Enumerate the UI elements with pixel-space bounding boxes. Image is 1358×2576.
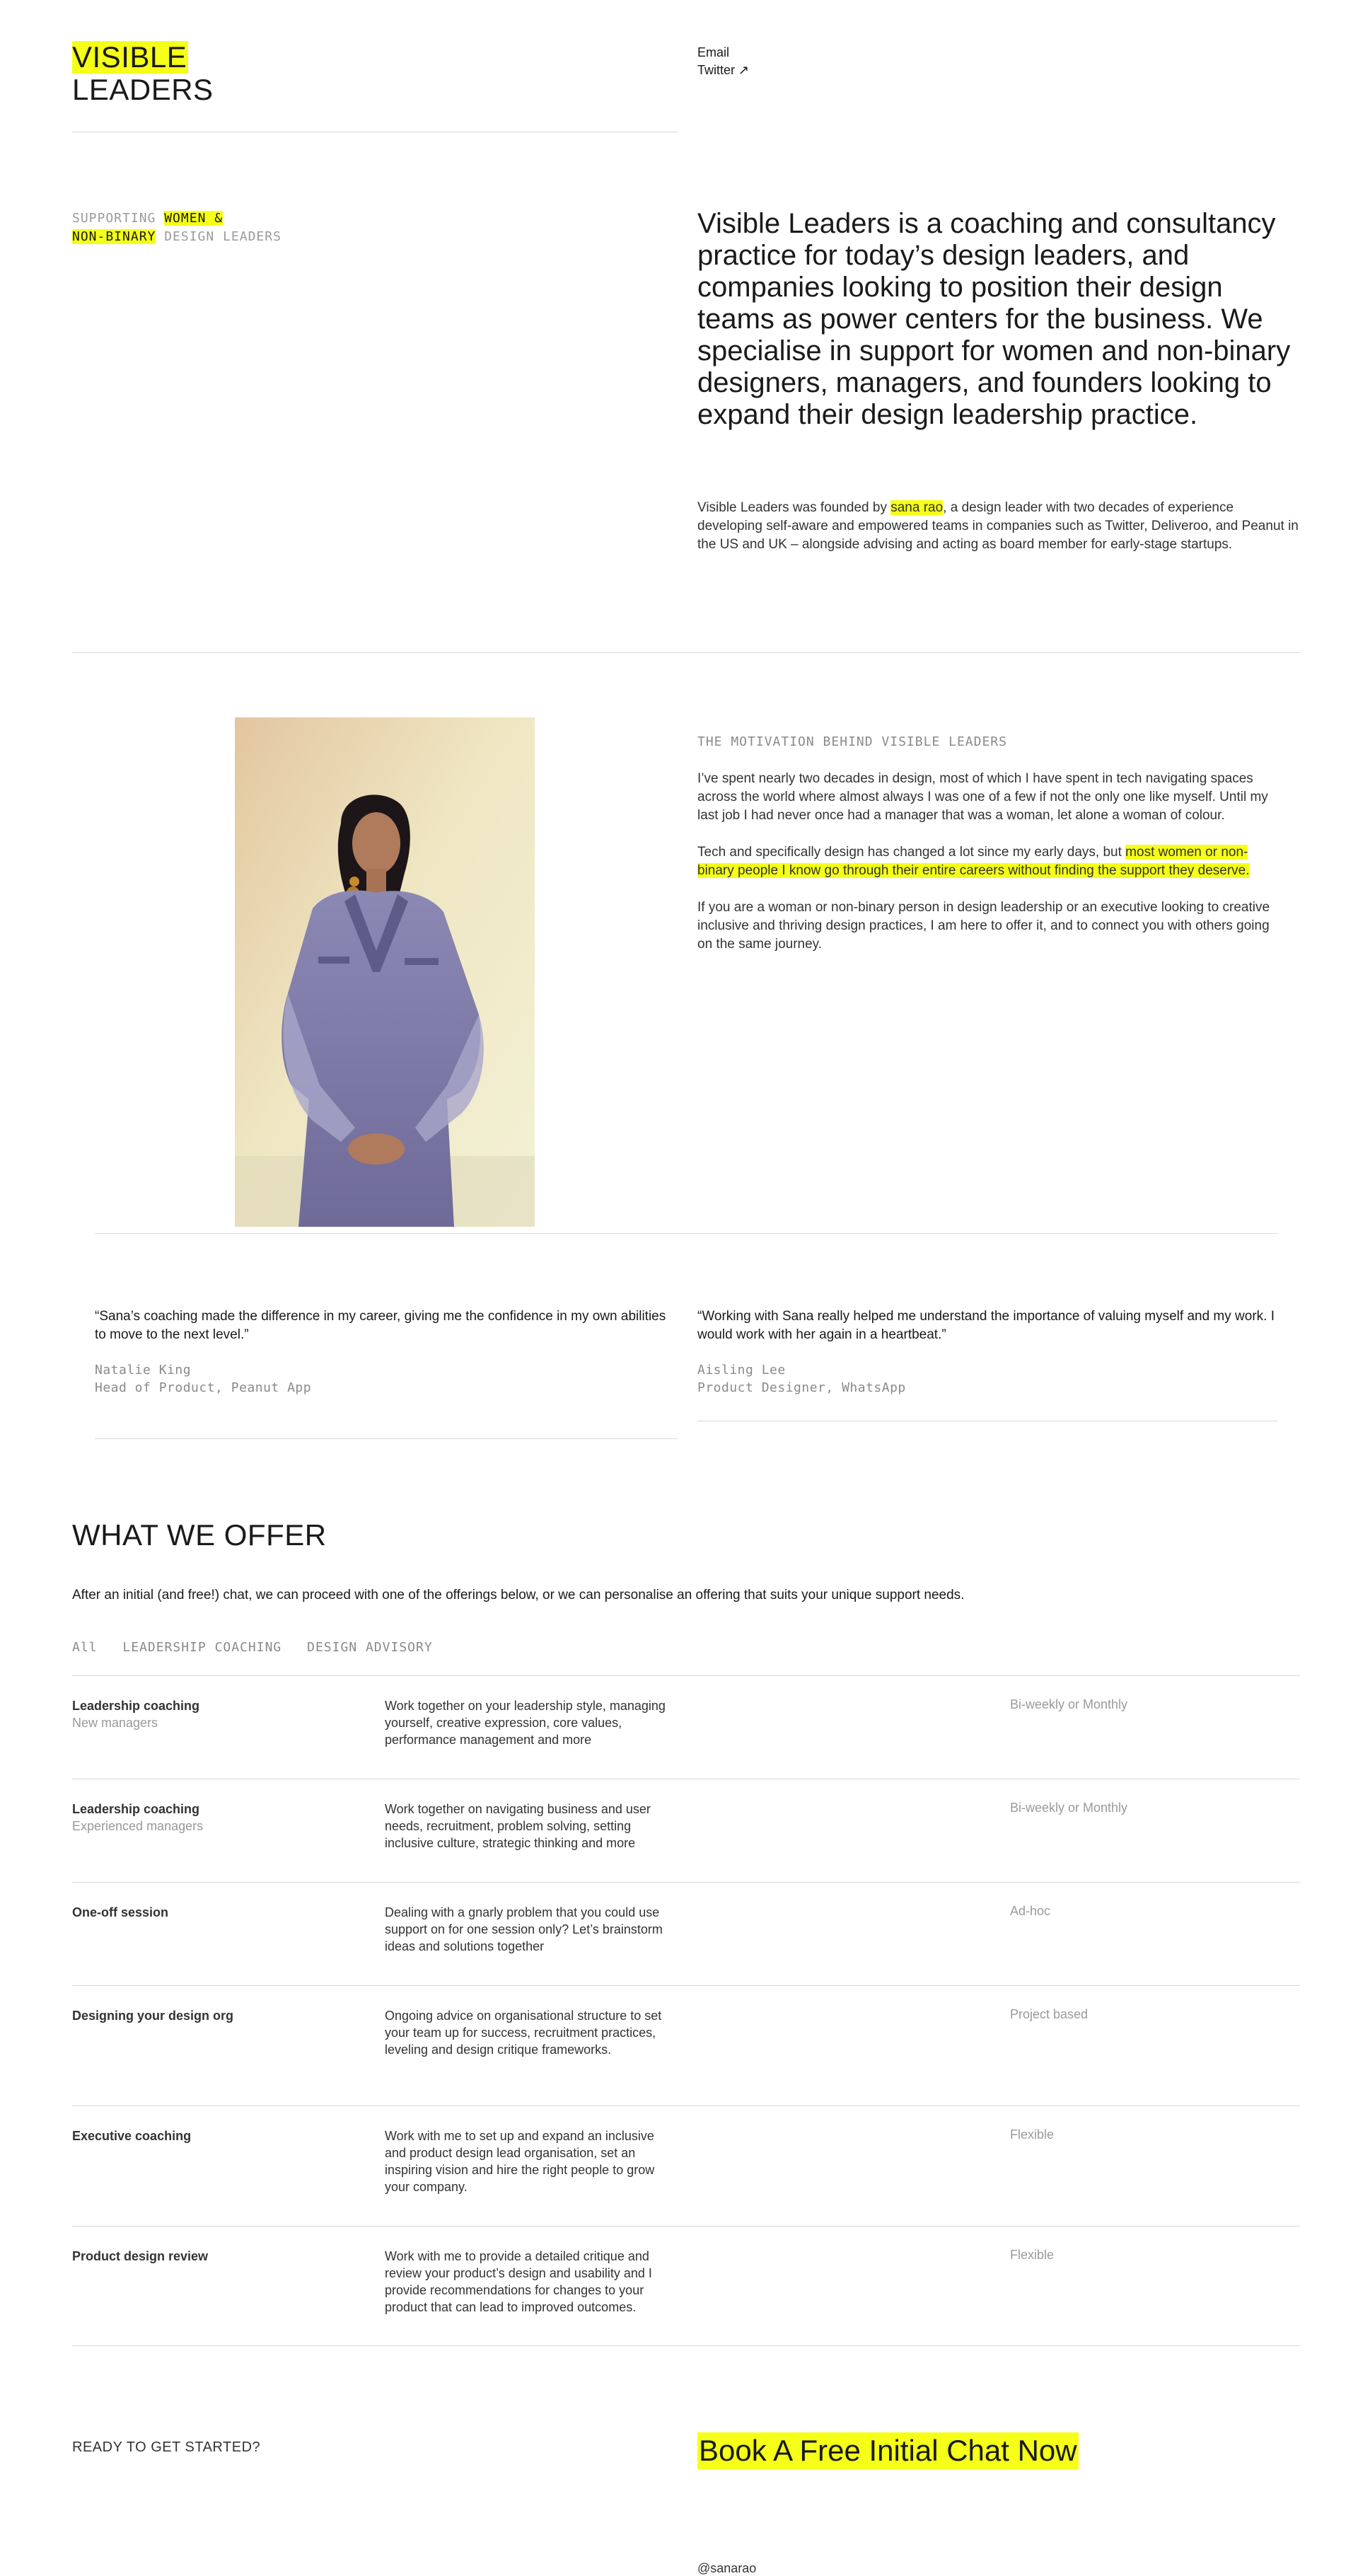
offer-filters (72, 1640, 450, 1655)
offer-frequency: Flexible (1010, 2248, 1055, 2262)
site-logo[interactable] (72, 41, 214, 106)
motivation-title: THE MOTIVATION BEHIND VISIBLE LEADERS (697, 734, 1007, 749)
filter-all[interactable]: All (72, 1640, 98, 1655)
testimonial-quote: “Sana’s coaching made the difference in my career, giving me the confidence in my own abilities to move to the next level.” (95, 1309, 666, 1342)
motivation-paragraph (697, 843, 1277, 880)
motivation-body (697, 770, 1277, 972)
founded-text: , a design leader with two decades of experience developing self-aware and empowered teams in companies such as Twitter, Deliveroo, and Peanut in the US and UK – alongside advising and acting as board member for early-stage startups. (697, 500, 1299, 552)
founder-name-link[interactable]: sana rao (890, 500, 944, 515)
offer-title: WHAT WE OFFER (72, 1518, 327, 1552)
founded-paragraph (697, 499, 1299, 554)
logo-line-1: VISIBLE (72, 40, 187, 74)
tagline-text: DESIGN LEADERS (156, 229, 282, 244)
offer-frequency: Project based (1010, 2007, 1089, 2021)
offer-frequency: Bi-weekly or Monthly (1010, 1801, 1128, 1815)
offer-frequency: Flexible (1010, 2127, 1055, 2142)
offer-frequency: Ad-hoc (1010, 1904, 1051, 1918)
offer-description: Work with me to provide a detailed critique and review your product’s design and usability and I provide recommendations for changes to your product that can lead to improved outcomes. (385, 2249, 652, 2314)
header-links (697, 44, 749, 79)
offer-name: Executive coaching (72, 2129, 192, 2143)
offer-name: Leadership coaching (72, 1699, 200, 1713)
motivation-paragraph: If you are a woman or non-binary person in design leadership or an executive looking to creative inclusive and thriving design practices, I am here to offer it, and to connect you with others going on the same journey. (697, 900, 1270, 952)
offer-description: Dealing with a gnarly problem that you could use support on for one session only? Let’s brainstorm ideas and solutions together (385, 1905, 663, 1953)
tagline-highlight: NON-BINARY (72, 229, 156, 244)
offer-row[interactable] (72, 2106, 1300, 2226)
offer-row[interactable] (72, 1779, 1300, 1882)
section-divider (72, 652, 1300, 653)
offer-description: Work together on navigating business and user needs, recruitment, problem solving, setting inclusive culture, strategic thinking and more (385, 1802, 651, 1850)
logo-line-2: LEADERS (72, 73, 214, 106)
offer-row[interactable] (72, 2226, 1300, 2346)
intro-lead: Visible Leaders is a coaching and consultancy practice for today’s design leaders, and companies looking to position their design teams as power centers for the business. We specialise in support for women and non-binary designers, managers, and founders looking to expand their design leadership practice. (697, 208, 1291, 430)
filter-design-advisory[interactable]: DESIGN ADVISORY (307, 1640, 433, 1655)
filter-leadership-coaching[interactable]: LEADERSHIP COACHING (122, 1640, 282, 1655)
offer-name: One-off session (72, 1905, 169, 1919)
founded-text: Visible Leaders was founded by (697, 500, 891, 515)
book-chat-button[interactable]: Book A Free Initial Chat Now (697, 2432, 1079, 2469)
offer-audience: New managers (72, 1716, 158, 1730)
offer-name: Designing your design org (72, 2009, 234, 2023)
testimonial-quote: “Working with Sana really helped me understand the importance of valuing myself and my work. I would work with her again in a heartbeat.” (697, 1309, 1275, 1342)
email-link[interactable]: Email (697, 45, 730, 59)
testimonial-author (697, 1361, 906, 1397)
motivation-highlight: most women or non-binary people I know go through their entire careers without finding the support they deserve. (697, 845, 1250, 878)
testimonial-divider (95, 1438, 678, 1439)
offer-description: Work together on your leadership style, managing yourself, creative expression, core values, performance management and more (385, 1699, 666, 1747)
testimonial-role: Head of Product, Peanut App (95, 1380, 312, 1395)
cta-label: READY TO GET STARTED? (72, 2439, 261, 2455)
offer-row[interactable] (72, 1985, 1300, 2106)
social-handle-link[interactable]: @sanarao (697, 2561, 757, 2575)
testimonial-author (95, 1361, 311, 1397)
tagline-highlight: WOMEN & (164, 211, 224, 226)
testimonial-name: Aisling Lee (697, 1363, 786, 1377)
offer-frequency: Bi-weekly or Monthly (1010, 1697, 1128, 1711)
offer-description: Ongoing advice on organisational structure to set your team up for success, recruitment practices, leveling and design critique frameworks. (385, 2009, 662, 2057)
section-divider (95, 1233, 1277, 1234)
motivation-paragraph: I’ve spent nearly two decades in design, most of which I have spent in tech navigating spaces across the world where almost always I was one of a few if not the only one like myself. Until my last job I had never once had a manager that was a woman, let alone a woman of colour. (697, 771, 1268, 823)
twitter-link[interactable]: Twitter ↗ (697, 63, 750, 77)
offer-intro: After an initial (and free!) chat, we can proceed with one of the offerings below, or we can personalise an offering that suits your unique support needs. (72, 1588, 965, 1602)
founder-portrait (235, 717, 535, 1227)
motivation-text: Tech and specifically design has changed a lot since my early days, but (697, 845, 1126, 860)
offer-row[interactable] (72, 1675, 1300, 1779)
tagline (72, 209, 282, 246)
testimonial-role: Product Designer, WhatsApp (697, 1380, 906, 1395)
testimonial-name: Natalie King (95, 1363, 192, 1377)
offer-name: Product design review (72, 2249, 209, 2263)
offer-audience: Experienced managers (72, 1819, 204, 1833)
offer-row[interactable] (72, 1882, 1300, 1985)
offer-name: Leadership coaching (72, 1802, 200, 1816)
offer-description: Work with me to set up and expand an inclusive and product design lead organisation, set an inspiring vision and hire the right people to grow your company. (385, 2129, 655, 2194)
tagline-text: SUPPORTING (72, 211, 165, 226)
